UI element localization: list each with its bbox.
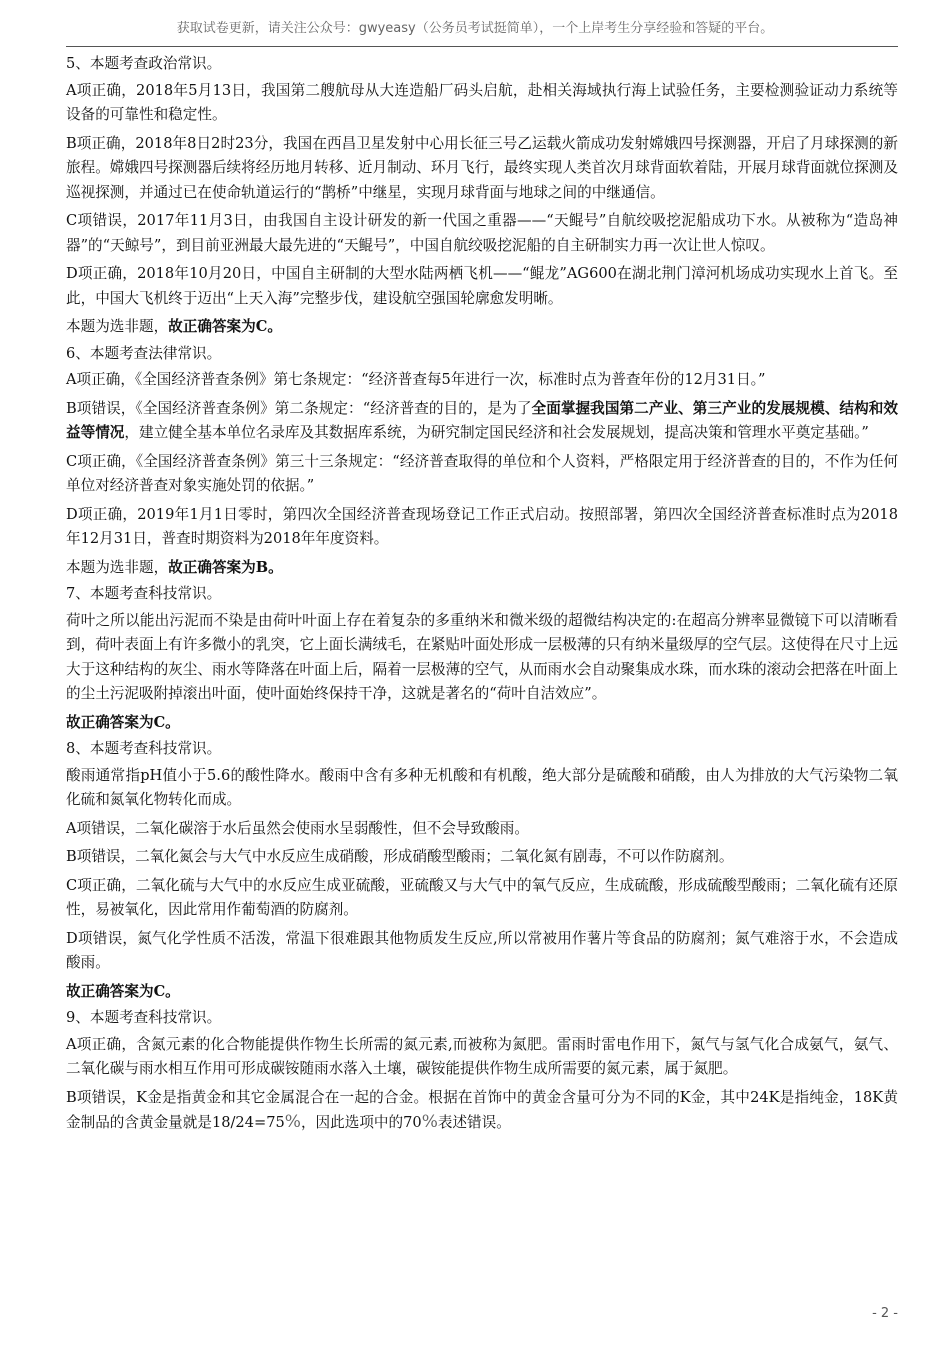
- q5-heading: 5、本题考查政治常识。: [66, 55, 222, 72]
- q6-option-b: [66, 397, 898, 446]
- percent-sign: %: [284, 1112, 301, 1132]
- q8-answer-text: 故正确答案为C。: [66, 982, 180, 1000]
- document-body: [66, 52, 898, 1140]
- q7-answer-text: 故正确答案为C。: [66, 713, 180, 731]
- q5-answer-text: 故正确答案为C。: [168, 318, 282, 335]
- q9-option-b-mid: ，因此选项中的70: [300, 1114, 422, 1131]
- q8-answer: [66, 980, 898, 1005]
- q5-answer-prefix: 本题为选非题，: [66, 318, 169, 335]
- q9-option-b-post: 表述错误。: [437, 1114, 511, 1131]
- q8-option-a: A项错误，二氧化碳溶于水后虽然会使雨水呈弱酸性，但不会导致酸雨。: [66, 819, 529, 837]
- q9-option-a: A项正确，含氮元素的化合物能提供作物生长所需的氮元素,而被称为氮肥。雷雨时雷电作用下，氮气与氢气化合成氨气，氨气、二氧化碳与雨水相互作用可形成碳铵随雨水落入土壤，碳铵能提供作物生成所需要的氮元素，属于氮肥。: [66, 1035, 898, 1077]
- q9-option-b-pre: B项错误，K金是指黄金和其它金属混合在一起的合金。根据在首饰中的黄金含量可分为不同的K金，其中24K是指纯金，18K黄金制品的含黄金量就是18/24=75: [66, 1088, 898, 1131]
- q6-answer: [66, 556, 898, 581]
- q6-option-b-post: ，建立健全基本单位名录库及其数据库系统，为研究制定国民经济和社会发展规划，提高决策和管理水平奠定基础。”: [124, 424, 869, 441]
- q8-option-c: C项正确，二氧化硫与大气中的水反应生成亚硫酸，亚硫酸又与大气中的氧气反应，生成硫酸，形成硫酸型酸雨；二氧化硫有还原性，易被氧化，因此常用作葡萄酒的防腐剂。: [66, 876, 898, 918]
- q8-option-d: D项错误，氮气化学性质不活泼，常温下很难跟其他物质发生反应,所以常被用作薯片等食品的防腐剂；氮气难溶于水，不会造成酸雨。: [66, 929, 898, 971]
- q8-intro: 酸雨通常指pH值小于5.6的酸性降水。酸雨中含有多种无机酸和有机酸，绝大部分是硫酸和硝酸，由人为排放的大气污染物二氧化硫和氮氧化物转化而成。: [66, 766, 898, 808]
- page-number: - 2 -: [872, 1306, 898, 1321]
- q7-body: 荷叶之所以能出污泥而不染是由荷叶叶面上存在着复杂的多重纳米和微米级的超微结构决定的:在超高分辨率显微镜下可以清晰看到，荷叶表面上有许多微小的乳突，它上面长满绒毛，在紧贴叶面处形成一层极薄的只有纳米量级厚的空气层。这使得在尺寸上远大于这种结构的灰尘、雨水等降落在叶面上后，隔着一层极薄的空气，从而雨水会自动聚集成水珠，而水珠的滚动会把落在叶面上的尘土污泥吸附掉滚出叶面，使叶面始终保持干净，这就是著名的“荷叶自洁效应”。: [66, 611, 898, 702]
- q6-option-a: A项正确，《全国经济普查条例》第七条规定：“经济普查每5年进行一次，标准时点为普查年份的12月31日。”: [66, 371, 766, 388]
- q6-answer-prefix: 本题为选非题，: [66, 558, 169, 576]
- q6-option-b-pre: B项错误，《全国经济普查条例》第二条规定：“经济普查的目的，是为了: [66, 399, 532, 417]
- percent-sign: %: [421, 1112, 438, 1132]
- q8-option-b: B项错误，二氧化氮会与大气中水反应生成硝酸，形成硝酸型酸雨；二氧化氮有剧毒，不可以作防腐剂。: [66, 848, 734, 865]
- header-divider: [66, 46, 898, 47]
- q7-heading: 7、本题考查科技常识。: [66, 585, 222, 602]
- q5-answer: [66, 315, 898, 340]
- q9-option-b: [66, 1086, 898, 1136]
- q5-option-b: B项正确，2018年8日2时23分，我国在西昌卫星发射中心用长征三号乙运载火箭成功发射嫦娥四号探测器，开启了月球探测的新旅程。嫦娥四号探测器后续将经历地月转移、近月制动、环月飞行，最终实现人类首次月球背面软着陆，开展月球背面就位探测及巡视探测，并通过已在使命轨道运行的“鹊桥”中继星，实现月球背面与地球之间的中继通信。: [66, 134, 898, 201]
- q9-heading: 9、本题考查科技常识。: [66, 1009, 222, 1026]
- page-header-notice: 获取试卷更新，请关注公众号：gwyeasy（公务员考试挺简单），一个上岸考生分享经验和答疑的平台。: [176, 21, 774, 36]
- q6-heading: 6、本题考查法律常识。: [66, 344, 222, 362]
- q5-option-d: D项正确，2018年10月20日，中国自主研制的大型水陆两栖飞机——“鲲龙”AG600在湖北荆门漳河机场成功实现水上首飞。至此，中国大飞机终于迈出“上天入海”完整步伐，建设航空强国轮廓愈发明晰。: [66, 265, 898, 307]
- q6-option-b-bold: 全面掌握我国第二产业、第三产业的发展规模、结构和效益等情况: [66, 399, 898, 441]
- q5-option-c: C项错误，2017年11月3日，由我国自主设计研发的新一代国之重器——“天鲲号”自航绞吸挖泥船成功下水。从被称为“造岛神器”的“天鲸号”，到目前亚洲最大最先进的“天鲲号”，中国自航绞吸挖泥船的自主研制实力再一次让世人惊叹。: [66, 212, 898, 254]
- q6-option-d: D项正确，2019年1月1日零时，第四次全国经济普查现场登记工作正式启动。按照部署，第四次全国经济普查标准时点为2018年12月31日，普查时期资料为2018年年度资料。: [66, 505, 898, 547]
- q8-heading: 8、本题考查科技常识。: [66, 740, 222, 757]
- q7-answer: [66, 711, 898, 736]
- q5-option-a: A项正确，2018年5月13日，我国第二艘航母从大连造船厂码头启航，赴相关海域执行海上试验任务，主要检测验证动力系统等设备的可靠性和稳定性。: [66, 81, 898, 123]
- q6-option-c: C项正确，《全国经济普查条例》第三十三条规定：“经济普查取得的单位和个人资料，严格限定用于经济普查的目的，不作为任何单位对经济普查对象实施处罚的依据。”: [66, 452, 898, 494]
- q6-answer-text: 故正确答案为B。: [168, 558, 283, 576]
